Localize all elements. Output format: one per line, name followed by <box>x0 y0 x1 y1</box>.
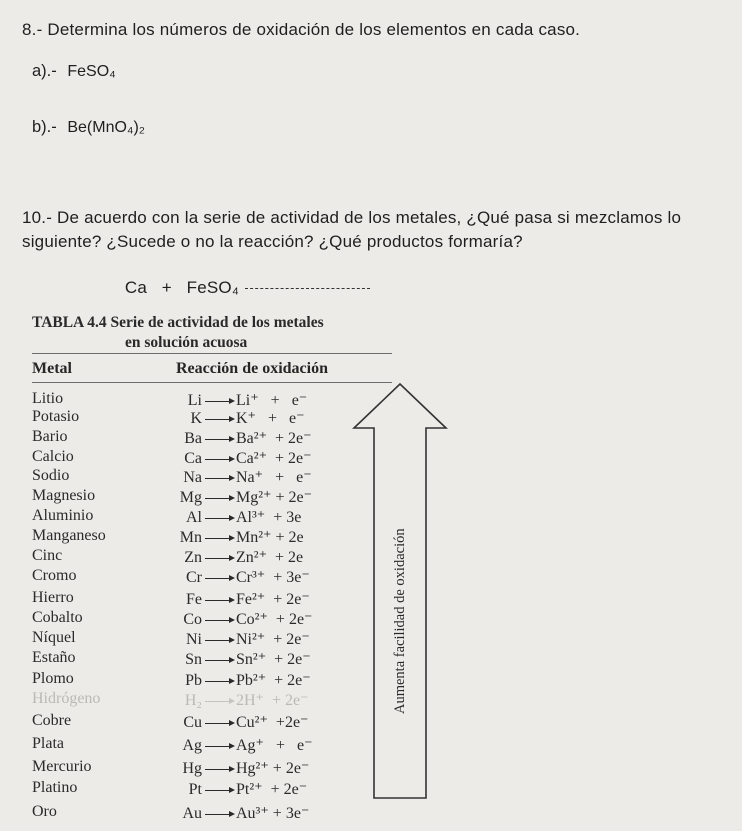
reaction-arrow-icon <box>205 746 233 747</box>
metal-name: Cromo <box>32 567 77 584</box>
products: Zn²⁺ + 2e <box>236 549 304 566</box>
products: Sn²⁺ + 2e⁻ <box>236 651 311 668</box>
table-title: TABLA 4.4 Serie de actividad de los metales <box>32 314 324 331</box>
products: Mg²⁺ + 2e⁻ <box>236 489 313 506</box>
item-b-label: b).- <box>32 118 57 136</box>
products: Co²⁺ + 2e⁻ <box>236 611 313 628</box>
metal-name: Plomo <box>32 670 74 687</box>
reactant: Co <box>183 611 202 628</box>
table-header-rule <box>32 382 392 383</box>
oxidation-reaction <box>178 527 304 547</box>
oxidation-reaction <box>178 629 310 649</box>
products: K⁺ + e⁻ <box>236 410 305 427</box>
reactant: Hg <box>182 760 202 777</box>
reaction-text: Ca + FeSO₄ <box>124 278 239 297</box>
question-8a <box>32 62 116 81</box>
oxidation-reaction <box>178 448 312 468</box>
products: Ca²⁺ + 2e⁻ <box>236 450 312 467</box>
question-10-line1: 10.- De acuerdo con la serie de actividad de los metales, ¿Qué pasa si mezclamos lo <box>22 208 682 227</box>
table-top-rule <box>32 353 392 354</box>
metal-name: Estaño <box>32 649 76 666</box>
reaction-arrow-icon <box>205 620 233 621</box>
products: Cu²⁺ +2e⁻ <box>236 714 309 731</box>
products: Hg²⁺ + 2e⁻ <box>236 760 310 777</box>
oxidation-reaction <box>178 670 311 690</box>
metal-name: Cobre <box>32 712 72 729</box>
oxidation-reaction <box>178 649 311 669</box>
products: Ba²⁺ + 2e⁻ <box>236 430 312 447</box>
oxidation-reaction <box>178 712 308 732</box>
reactant: Na <box>183 469 202 486</box>
metal-name: Hidrógeno <box>32 690 101 707</box>
table-subtitle: en solución acuosa <box>125 334 248 351</box>
metal-name: Potasio <box>32 408 80 425</box>
metal-name: Magnesio <box>32 487 96 504</box>
reactant: Li <box>187 392 202 409</box>
header-metal: Metal <box>32 360 72 377</box>
metal-name: Cobalto <box>32 609 83 626</box>
reactant: Fe <box>186 591 202 608</box>
reaction-arrow-icon <box>205 600 233 601</box>
reactant: Ag <box>182 737 202 754</box>
metal-name: Bario <box>32 428 68 445</box>
metal-name: Litio <box>32 390 64 407</box>
oxidation-reaction <box>178 567 310 587</box>
oxidation-reaction <box>178 589 310 609</box>
products: Ag⁺ + e⁻ <box>236 737 313 754</box>
products: Au³⁺ + 3e⁻ <box>236 805 310 822</box>
products: Al³⁺ + 3e <box>236 509 302 526</box>
oxidation-reaction <box>178 609 312 629</box>
reactant: Mn <box>179 529 202 546</box>
products: Pt²⁺ + 2e⁻ <box>236 781 308 798</box>
reaction-arrow-icon <box>205 498 233 499</box>
question-10-line2: siguiente? ¿Sucede o no la reacción? ¿Qué productos formaría? <box>22 232 523 251</box>
reactant: Pt <box>188 781 202 798</box>
reactant: Ca <box>184 450 202 467</box>
reaction-arrow-icon <box>205 814 233 815</box>
side-label: Aumenta facilidad de oxidación <box>392 528 408 714</box>
products: Na⁺ + e⁻ <box>236 469 312 486</box>
reactant: Ni <box>186 631 202 648</box>
products: Ni²⁺ + 2e⁻ <box>236 631 310 648</box>
products: Fe²⁺ + 2e⁻ <box>236 591 310 608</box>
metal-name: Manganeso <box>32 527 106 544</box>
oxidation-reaction <box>178 779 307 799</box>
reaction-arrow-icon <box>205 518 233 519</box>
reactant: Zn <box>184 549 202 566</box>
products: Pb²⁺ + 2e⁻ <box>236 672 311 689</box>
oxidation-reaction <box>178 507 301 527</box>
products: 2H⁺ + 2e⁻ <box>236 692 309 709</box>
item-a-formula: FeSO₄ <box>67 63 116 80</box>
reaction-arrow-icon <box>205 459 233 460</box>
header-reaction: Reacción de oxidación <box>176 360 328 377</box>
oxidation-reaction <box>178 735 313 755</box>
metal-name: Platino <box>32 779 78 796</box>
oxidation-reaction <box>178 428 312 448</box>
metal-name: Níquel <box>32 629 76 646</box>
reactant: Cr <box>186 569 202 586</box>
oxidation-reaction <box>178 803 309 823</box>
reaction-arrow-icon <box>205 769 233 770</box>
reaction-arrow-icon <box>205 419 233 420</box>
reactant: Au <box>182 805 202 822</box>
reactant: Cu <box>183 714 202 731</box>
item-a-label: a).- <box>32 62 57 80</box>
reaction-arrow-icon <box>205 538 233 539</box>
oxidation-reaction <box>178 390 307 410</box>
reactant: Sn <box>185 651 202 668</box>
metal-name: Aluminio <box>32 507 94 524</box>
reactant: Pb <box>185 672 202 689</box>
question-8b <box>32 118 145 137</box>
reaction-arrow-icon <box>205 640 233 641</box>
products: Cr³⁺ + 3e⁻ <box>236 569 310 586</box>
reaction-arrow-icon <box>205 701 233 702</box>
oxidation-reaction <box>178 487 312 507</box>
metal-name: Oro <box>32 803 57 820</box>
oxidation-reaction <box>178 758 309 778</box>
reactant: H₂ <box>184 692 202 709</box>
reactant: Al <box>186 509 202 526</box>
products: Mn²⁺ + 2e <box>236 529 304 546</box>
reaction-arrow-icon <box>205 558 233 559</box>
reaction-arrow-icon <box>205 790 233 791</box>
oxidation-reaction <box>178 690 309 710</box>
oxidation-reaction <box>178 547 303 567</box>
reactant: Mg <box>179 489 202 506</box>
metal-name: Mercurio <box>32 758 92 775</box>
oxidation-reaction <box>178 408 305 428</box>
question-8-title: 8.- Determina los números de oxidación de los elementos en cada caso. <box>22 20 581 39</box>
reaction-arrow-icon <box>205 681 233 682</box>
item-b-formula: Be(MnO₄)₂ <box>67 119 145 136</box>
metal-name: Cinc <box>32 547 63 564</box>
reaction-arrow-icon <box>205 478 233 479</box>
oxidation-reaction <box>178 467 312 487</box>
metal-name: Calcio <box>32 448 74 465</box>
reactant: Ba <box>184 430 202 447</box>
reaction-arrow-icon <box>205 401 233 402</box>
question-10-reaction <box>115 258 370 298</box>
reaction-arrow-icon <box>205 439 233 440</box>
metal-name: Sodio <box>32 467 70 484</box>
products: Li⁺ + e⁻ <box>236 392 308 409</box>
metal-name: Hierro <box>32 589 74 606</box>
reactant: K <box>190 410 202 427</box>
answer-blank <box>245 288 370 289</box>
reaction-arrow-icon <box>205 578 233 579</box>
reaction-arrow-icon <box>205 660 233 661</box>
metal-name: Plata <box>32 735 64 752</box>
reaction-arrow-icon <box>205 723 233 724</box>
